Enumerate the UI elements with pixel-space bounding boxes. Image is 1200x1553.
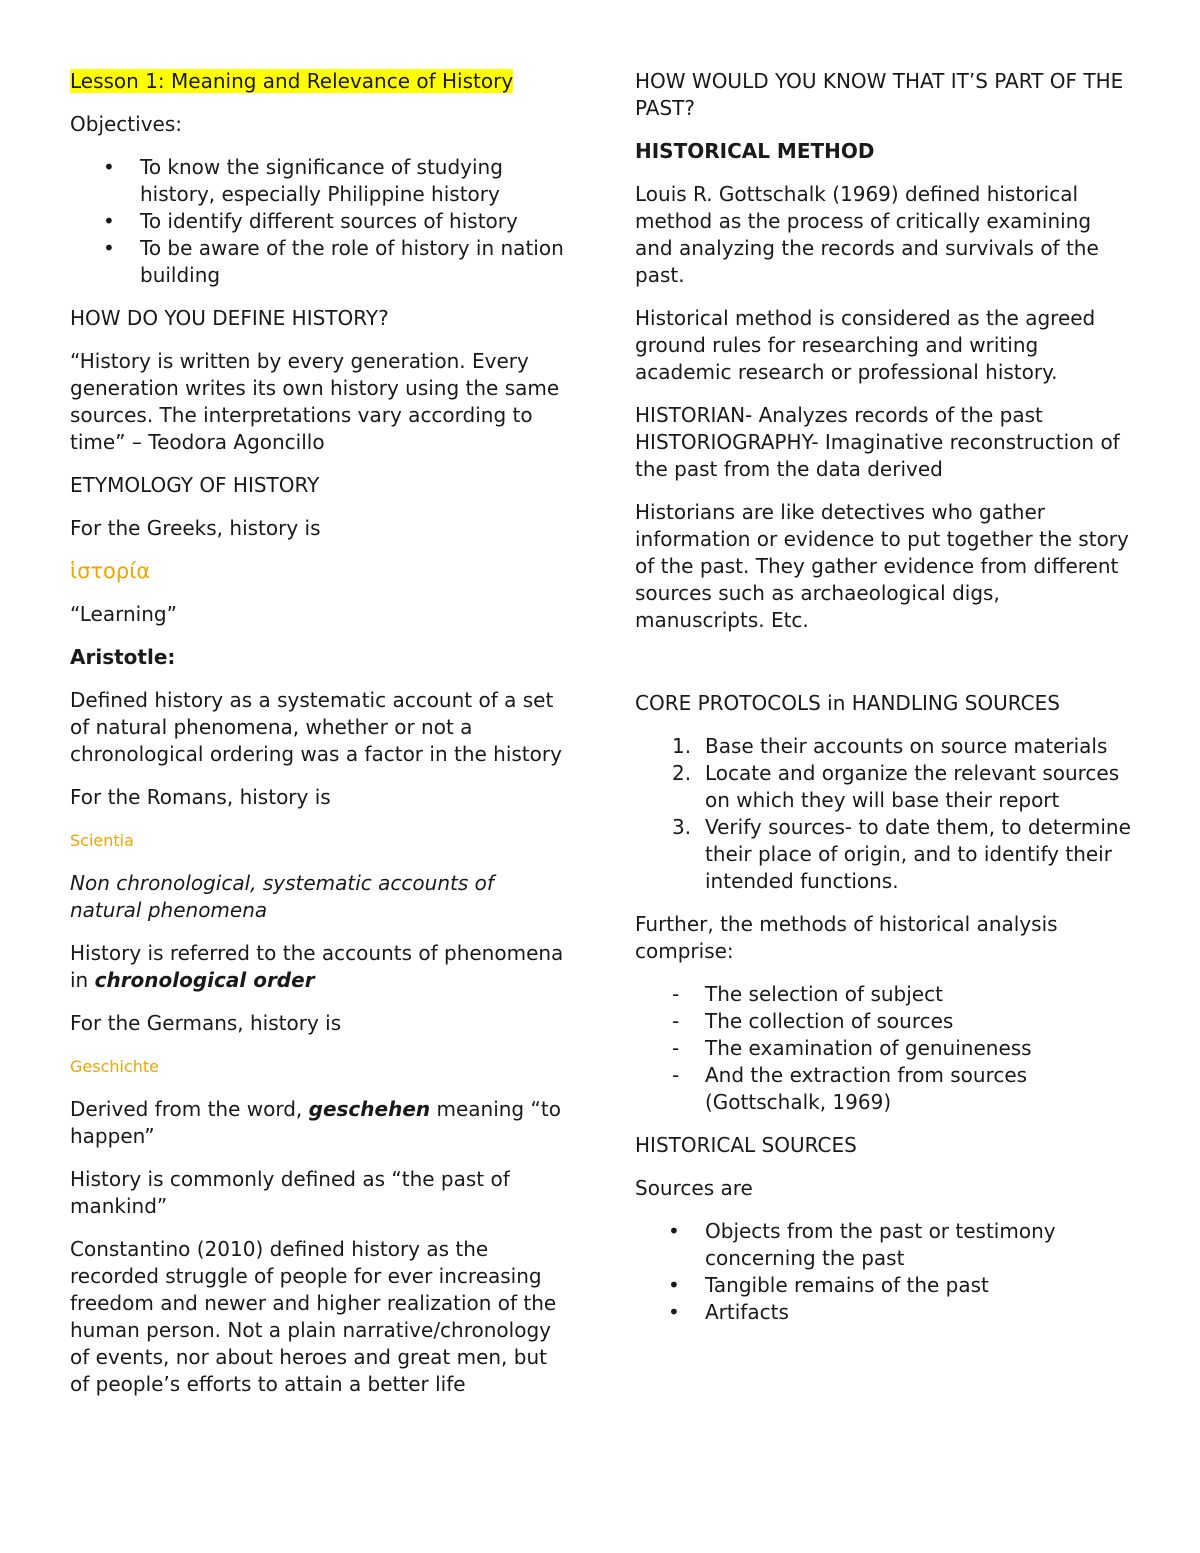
scientia-definition: Non chronological, systematic accounts of natural phenomena [70,871,494,922]
list-item: • Tangible remains of the past [635,1272,1135,1299]
list-item: - The collection of sources [635,1008,1135,1035]
sources-list [635,1218,1135,1326]
aristotle-label: Aristotle: [70,645,176,669]
left-column [70,68,570,1414]
analysis-list [635,981,1135,1116]
scientia-word: Scientia [70,831,134,850]
past-question: HOW WOULD YOU KNOW THAT IT’S PART OF THE PAST? [635,69,1124,120]
list-item: - The selection of subject [635,981,1135,1008]
sources-heading: HISTORICAL SOURCES [635,1133,857,1157]
geschichte-word: Geschichte [70,1057,160,1076]
list-item: 3. Verify sources- to date them, to determine their place of origin, and to identify their intended functions. [672,815,1131,893]
analysis-intro: Further, the methods of historical analysis comprise: [635,912,1058,963]
spacer [635,650,1135,690]
chronological-order-emphasis: chronological order [94,968,315,992]
germans-intro: For the Germans, history is [70,1011,342,1035]
list-item: 2. Locate and organize the relevant sources on which they will base their report [672,761,1120,812]
list-item: - The examination of genuineness [635,1035,1135,1062]
agoncillo-quote: “History is written by every generation. Every generation writes its own history using the same sources. The interpretations vary according to time” – Teodora Agoncillo [70,349,560,454]
gottschalk-definition: Louis R. Gottschalk (1969) defined historical method as the process of critically examining and analyzing the records and survivals of the past. [635,182,1099,287]
constantino-definition: Constantino (2010) defined history as the recorded struggle of people for ever increasing freedom and newer and higher realization of the human person. Not a plain narrative/chronology of events, nor about heroes and great men, but of people’s efforts to attain a better life [70,1237,557,1396]
greeks-intro: For the Greeks, history is [70,516,321,540]
objectives-label: Objectives: [70,112,182,136]
list-item: - And the extraction from sources (Gottschalk, 1969) [635,1062,1135,1116]
greek-word: ἱστορία [70,559,151,583]
protocols-heading: CORE PROTOCOLS in HANDLING SOURCES [635,691,1060,715]
learning-text: “Learning” [70,602,177,626]
geschehen-emphasis: geschehen [308,1097,431,1121]
romans-intro: For the Romans, history is [70,785,331,809]
lesson-title: Lesson 1: Meaning and Relevance of History [70,69,514,93]
aristotle-definition: Defined history as a systematic account of a set of natural phenomena, whether or not a chronological ordering was a factor in the history [70,688,562,766]
right-column [635,68,1135,1342]
chronological-text: History is referred to the accounts of phenomena in chronological order [70,941,564,992]
etymology-heading: ETYMOLOGY OF HISTORY [70,473,320,497]
list-item: 1. Base their accounts on source materials [672,734,1108,758]
list-item: • To know the significance of studying history, especially Philippine history [70,154,570,208]
list-item: • To identify different sources of history [70,208,570,235]
list-item: • To be aware of the role of history in nation building [70,235,570,289]
objectives-list [70,154,570,289]
method-heading: HISTORICAL METHOD [635,139,875,163]
derived-text: Derived from the word, geschehen meaning “to happen” [70,1097,561,1148]
sources-are: Sources are [635,1176,753,1200]
historian-definitions: HISTORIAN- Analyzes records of the past HISTORIOGRAPHY- Imaginative reconstruction of the past from the data derived [635,403,1120,481]
list-item: • Artifacts [635,1299,1135,1326]
detectives-paragraph: Historians are like detectives who gather information or evidence to put together the story of the past. They gather evidence from different sources such as archaeological digs, manuscripts. Etc. [635,500,1129,632]
protocols-list [635,733,1135,895]
commonly-defined: History is commonly defined as “the past of mankind” [70,1167,510,1218]
method-rules: Historical method is considered as the agreed ground rules for researching and writing academic research or professional history. [635,306,1096,384]
list-item: • Objects from the past or testimony concerning the past [635,1218,1135,1272]
define-heading: HOW DO YOU DEFINE HISTORY? [70,306,389,330]
